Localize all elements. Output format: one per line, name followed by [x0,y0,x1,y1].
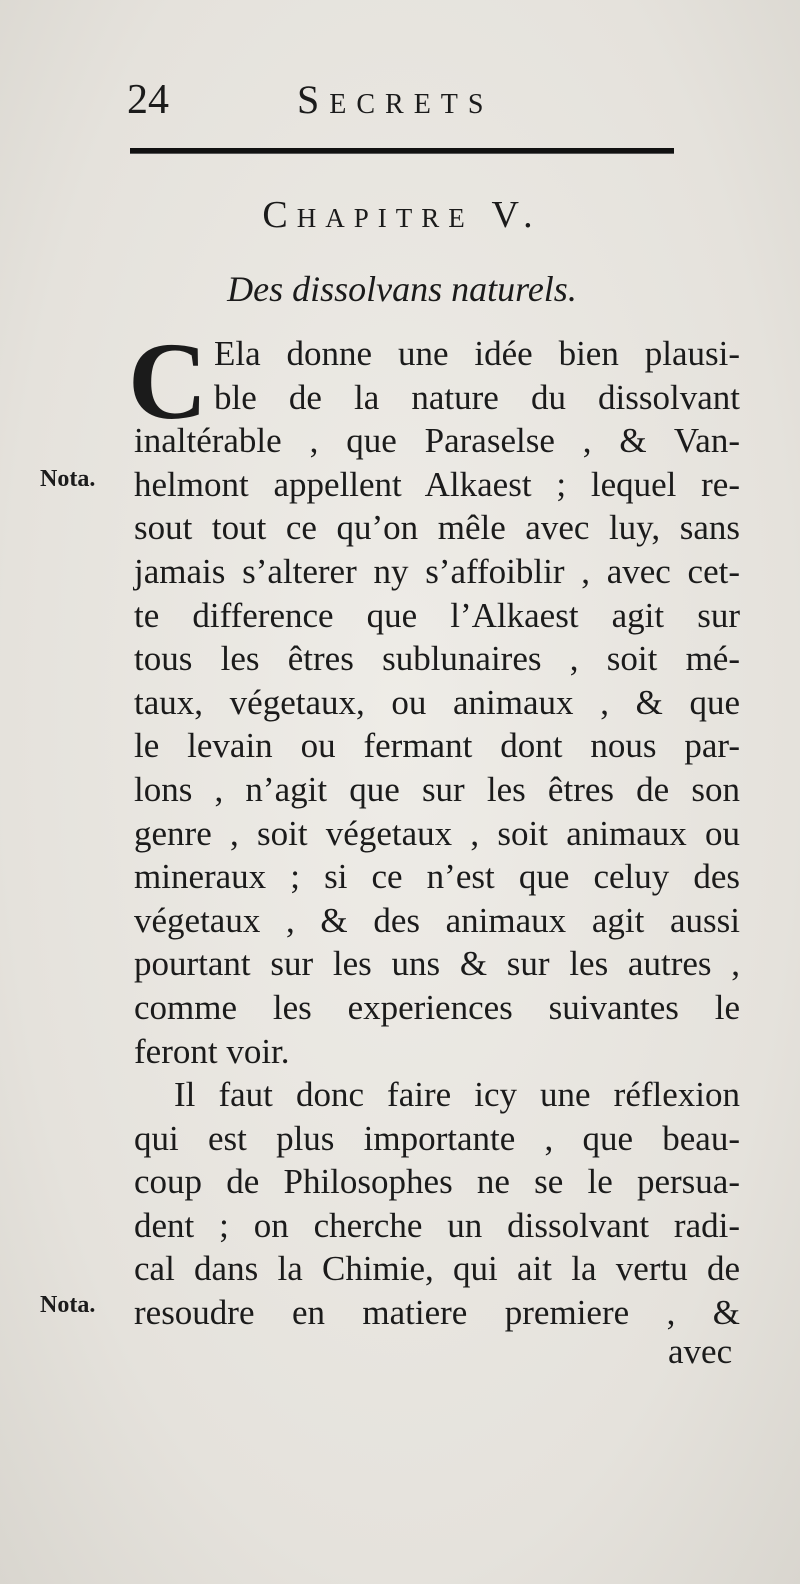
text-line: jamais s’alterer ny s’affoiblir , avec cet- [134,551,740,591]
running-head: Secrets [297,77,494,122]
drop-cap: C [128,320,208,442]
text-line: genre , soit végetaux , soit animaux ou [134,813,740,853]
text-line: ble de la nature du dissolvant [214,377,740,417]
paragraph-2 [134,1073,740,1335]
text-line: inaltérable , que Paraselse , & Van- [134,421,740,461]
chapter-title: Chapitre V. [262,194,542,236]
text-line: feront voir. [134,1031,290,1071]
text-line: sout tout ce qu’on mêle avec luy, sans [134,508,740,548]
text-line: végetaux , & des animaux agit aussi [134,900,740,940]
page-header [127,70,672,130]
text-line: helmont appellent Alkaest ; lequel re- [134,464,740,504]
text-line: pourtant sur les uns & sur les autres , [134,944,740,984]
text-line: resoudre en matiere premiere , & [134,1293,740,1333]
catchword: avec [668,1332,733,1371]
paragraph-1 [134,332,740,1073]
body-text [128,320,740,1335]
text-line: tous les êtres sublunaires , soit mé- [134,639,740,679]
text-line: qui est plus importante , que beau- [134,1118,740,1158]
text-line: coup de Philosophes ne se le persua- [134,1162,740,1202]
text-line: Ela donne une idée bien plausi- [214,334,740,373]
text-line: le levain ou fermant dont nous par- [134,726,740,766]
margin-note-2: Nota. [40,1292,96,1318]
text-line: cal dans la Chimie, qui ait la vertu de [134,1249,740,1289]
section-title: Des dissolvans naturels. [227,269,577,309]
page-number: 24 [127,77,169,123]
text-line: taux, végetaux, ou animaux , & que [134,682,740,722]
margin-note-1: Nota. [40,466,96,492]
text-line: mineraux ; si ce n’est que celuy des [134,857,740,897]
text-line: te difference que l’Alkaest agit sur [134,595,740,635]
text-line: comme les experiences suivantes le [134,987,740,1027]
text-line: lons , n’agit que sur les êtres de son [134,769,740,809]
text-line: dent ; on cherche un dissolvant radi- [134,1205,740,1245]
header-rule [130,148,674,154]
text-line: Il faut donc faire icy une réflexion [174,1075,740,1115]
